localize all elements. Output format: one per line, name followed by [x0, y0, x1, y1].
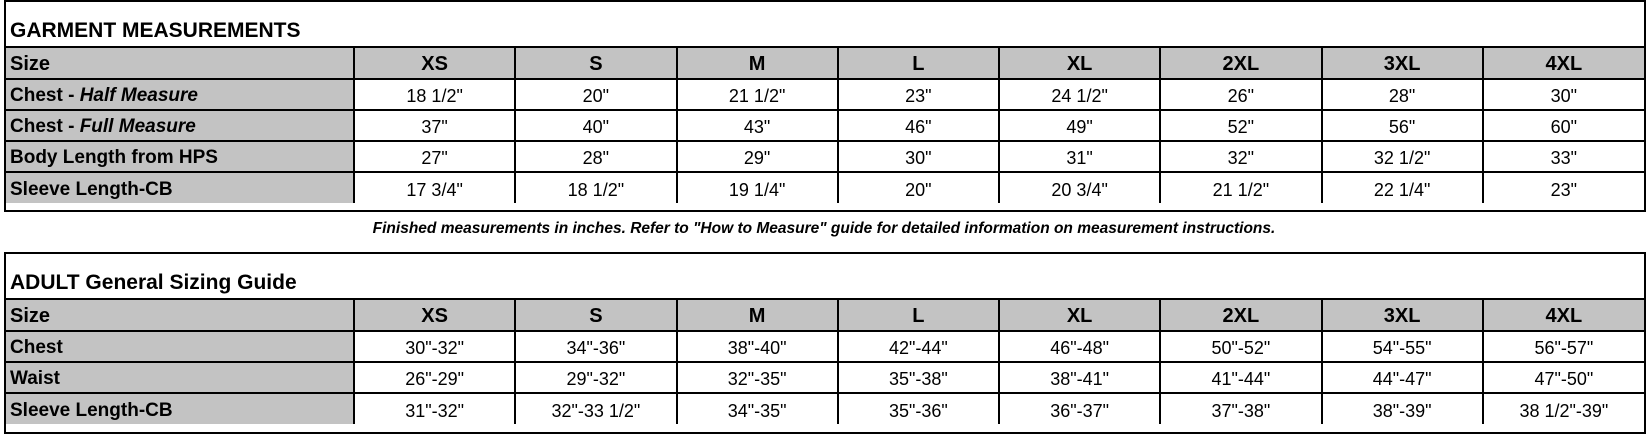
table-cell: 22 1/4" [1322, 172, 1483, 203]
table-cell: 46"-48" [999, 331, 1160, 362]
table-cell: 31" [999, 141, 1160, 172]
table-cell: 47"-50" [1483, 362, 1644, 393]
table-cell: 20 3/4" [999, 172, 1160, 203]
table-cell: 32 1/2" [1322, 141, 1483, 172]
table-row [6, 362, 1644, 393]
table-cell: 35"-36" [838, 393, 999, 424]
table-cell: 29" [677, 141, 838, 172]
table-cell: 20" [515, 79, 676, 110]
table-cell: 46" [838, 110, 999, 141]
table-cell: 32"-33 1/2" [515, 393, 676, 424]
garment-measurements-section [4, 0, 1646, 212]
size-header-xl: XL [999, 300, 1160, 331]
size-header-row [6, 300, 1644, 331]
adult-sizing-table [6, 300, 1644, 424]
row-label-chest-half [6, 79, 354, 110]
table-cell: 26"-29" [354, 362, 515, 393]
table-row [6, 79, 1644, 110]
size-header-l: L [838, 48, 999, 79]
table-cell: 50"-52" [1160, 331, 1321, 362]
table-cell: 54"-55" [1322, 331, 1483, 362]
size-header-row [6, 48, 1644, 79]
size-header-3xl: 3XL [1322, 300, 1483, 331]
row-label-main: Chest - [10, 85, 80, 106]
table-cell: 30"-32" [354, 331, 515, 362]
table-row [6, 172, 1644, 203]
table-cell: 41"-44" [1160, 362, 1321, 393]
table-cell: 20" [838, 172, 999, 203]
table-cell: 49" [999, 110, 1160, 141]
table-cell: 35"-38" [838, 362, 999, 393]
table-cell: 23" [838, 79, 999, 110]
table-row [6, 141, 1644, 172]
table-cell: 24 1/2" [999, 79, 1160, 110]
size-header-xl: XL [999, 48, 1160, 79]
size-header-l: L [838, 300, 999, 331]
table-cell: 38"-40" [677, 331, 838, 362]
table-cell: 42"-44" [838, 331, 999, 362]
table-cell: 32" [1160, 141, 1321, 172]
row-label-chest: Chest [6, 331, 354, 362]
table-cell: 21 1/2" [1160, 172, 1321, 203]
table-cell: 44"-47" [1322, 362, 1483, 393]
table-cell: 37" [354, 110, 515, 141]
table-cell: 43" [677, 110, 838, 141]
adult-sizing-section [4, 252, 1646, 434]
garment-measurements-title: GARMENT MEASUREMENTS [6, 2, 1644, 48]
table-cell: 30" [1483, 79, 1644, 110]
table-row [6, 331, 1644, 362]
row-label-sleeve-length [6, 172, 354, 203]
row-label-sleeve-length: Sleeve Length-CB [6, 393, 354, 424]
table-cell: 28" [1322, 79, 1483, 110]
size-header-3xl: 3XL [1322, 48, 1483, 79]
table-cell: 18 1/2" [354, 79, 515, 110]
size-header-s: S [515, 300, 676, 331]
table-cell: 23" [1550, 180, 1578, 200]
size-header-xs: XS [354, 48, 515, 79]
row-label-emphasis: Full Measure [79, 116, 196, 137]
table-cell: 60" [1483, 110, 1644, 141]
table-cell: 26" [1160, 79, 1321, 110]
table-cell: 30" [838, 141, 999, 172]
size-header-m: M [677, 48, 838, 79]
row-label-waist: Waist [6, 362, 354, 393]
size-header-s: S [515, 48, 676, 79]
table-cell: 34"-35" [677, 393, 838, 424]
table-cell: 56"-57" [1483, 331, 1644, 362]
row-label-body-length [6, 141, 354, 172]
table-cell: 28" [515, 141, 676, 172]
table-cell: 18 1/2" [515, 172, 676, 203]
table-cell: 17 3/4" [354, 172, 515, 203]
row-label-main: Sleeve Length-CB [10, 179, 173, 200]
table-row [6, 393, 1644, 424]
table-cell: 56" [1322, 110, 1483, 141]
row-label-main: Chest - [10, 116, 80, 137]
table-cell: 31"-32" [354, 393, 515, 424]
size-header-2xl: 2XL [1160, 48, 1321, 79]
table-row [6, 110, 1644, 141]
table-cell: 27" [354, 141, 515, 172]
table-cell: 29"-32" [515, 362, 676, 393]
row-label-emphasis: Half Measure [79, 85, 198, 106]
size-header-2xl: 2XL [1160, 300, 1321, 331]
table-cell: 37"-38" [1160, 393, 1321, 424]
table-cell: 19 1/4" [677, 172, 838, 203]
adult-sizing-title: ADULT General Sizing Guide [6, 254, 1644, 300]
table-cell: 38 1/2"-39" [1519, 401, 1609, 421]
size-header-label: Size [6, 300, 354, 331]
table-cell: 40" [515, 110, 676, 141]
table-cell: 52" [1160, 110, 1321, 141]
size-header-4xl: 4XL [1483, 300, 1644, 331]
table-cell: 34"-36" [515, 331, 676, 362]
row-label-main: Body Length from HPS [10, 147, 218, 168]
measurement-note: Finished measurements in inches. Refer to "How to Measure" guide for detailed information on measurement instructions. [372, 220, 1276, 237]
table-cell: 21 1/2" [677, 79, 838, 110]
size-header-4xl: 4XL [1483, 48, 1644, 79]
table-cell: 33" [1483, 141, 1644, 172]
size-header-xs: XS [354, 300, 515, 331]
size-header-m: M [677, 300, 838, 331]
table-cell: 38"-41" [999, 362, 1160, 393]
size-header-label: Size [6, 48, 354, 79]
table-cell: 38"-39" [1322, 393, 1483, 424]
garment-measurements-table [6, 48, 1644, 203]
table-cell: 32"-35" [677, 362, 838, 393]
row-label-chest-full [6, 110, 354, 141]
table-cell: 36"-37" [999, 393, 1160, 424]
